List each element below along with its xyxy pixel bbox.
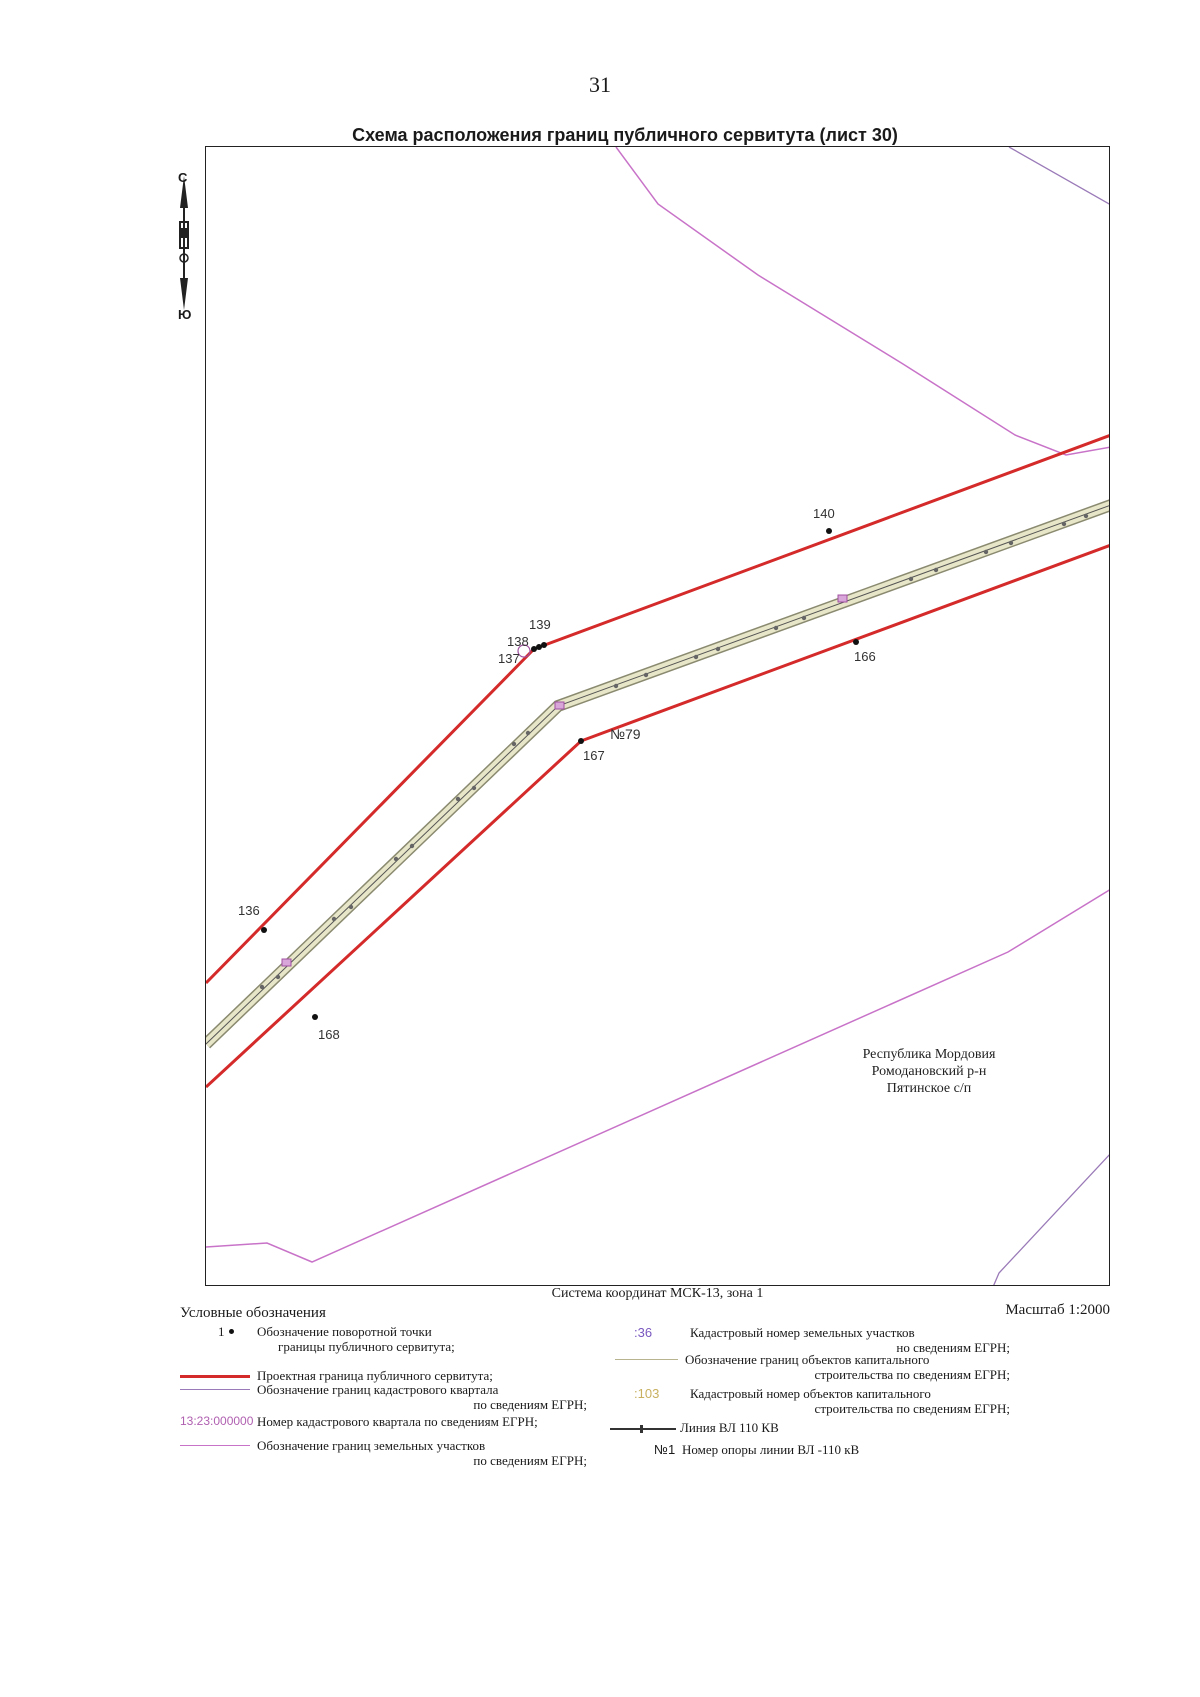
power-line-tick-icon: [640, 1425, 643, 1433]
map-title: Схема расположения границ публичного сервитута (лист 30): [352, 125, 898, 145]
compass-icon: [172, 168, 196, 318]
building-marker: [282, 959, 291, 966]
building-number-text-2: строительства по сведениям ЕГРН;: [814, 1401, 1010, 1416]
power-line-text: Линия ВЛ 110 КВ: [680, 1420, 779, 1435]
parcel-number-text-1: Кадастровый номер земельных участков: [690, 1325, 915, 1340]
parcel-boundary-se: [993, 1153, 1110, 1286]
servitude-boundary-north: [206, 435, 1110, 983]
quarter-boundary-text-1: Обозначение границ кадастрового квартала: [257, 1382, 499, 1397]
pylon-label: №79: [610, 726, 641, 742]
parcel-line-icon: [180, 1445, 250, 1446]
pylon-markers: [260, 514, 1088, 989]
parcel-boundary-north: [616, 147, 1110, 455]
turning-point-text-1: Обозначение поворотной точки: [257, 1324, 432, 1339]
building-number-text-1: Кадастровый номер объектов капитального: [690, 1386, 931, 1401]
legend-title: Условные обозначения: [180, 1305, 326, 1321]
map-canvas: [206, 147, 1110, 1286]
parcel-boundary-ne: [1009, 147, 1110, 205]
point-label: 167: [583, 748, 605, 763]
region-line-2: Ромодановский р-н: [871, 1064, 987, 1079]
pylon-number-symbol: №1: [654, 1442, 676, 1457]
servitude-line-icon: [180, 1375, 250, 1378]
region-line-1: Республика Мордовия: [862, 1047, 996, 1062]
quarter-number-text: Номер кадастрового квартала по сведениям ЕГРН;: [257, 1414, 538, 1429]
point-label: 139: [529, 617, 551, 632]
building-line-icon: [615, 1359, 678, 1360]
turning-point-symbol: 1: [218, 1324, 225, 1339]
legend-power-line: [610, 1420, 1030, 1436]
coord-system: Система координат МСК-13, зона 1: [551, 1286, 764, 1301]
quarter-line-icon: [180, 1389, 250, 1390]
legend-building-boundary: [610, 1352, 1030, 1386]
point-label: 137: [498, 651, 520, 666]
turning-point-text-2: границы публичного сервитута;: [278, 1339, 455, 1354]
building-marker: [838, 595, 847, 602]
point-label: 140: [813, 506, 835, 521]
region-line-3: Пятинское с/п: [886, 1081, 972, 1096]
building-number-symbol: :103: [634, 1386, 660, 1401]
compass-south-label: Ю: [178, 307, 192, 322]
parcel-number-symbol: :36: [634, 1325, 653, 1340]
turning-point-dot-icon: [229, 1329, 234, 1334]
building-marker: [555, 702, 564, 709]
parcel-boundary-text-2: по сведениям ЕГРН;: [473, 1453, 587, 1468]
servitude-boundary-text: Проектная граница публичного сервитута;: [257, 1368, 493, 1383]
point-label: 138: [507, 634, 529, 649]
building-boundary-text-1: Обозначение границ объектов капитального: [685, 1352, 930, 1367]
parcel-boundary-text-1: Обозначение границ земельных участков: [257, 1438, 486, 1453]
legend-pylon-number: [610, 1442, 1030, 1458]
compass-north-label: С: [178, 170, 188, 185]
legend-turning-point: [180, 1324, 600, 1358]
quarter-number-symbol: 13:23:000000: [180, 1414, 254, 1428]
servitude-boundary-south: [206, 545, 1110, 1087]
scale: Масштаб 1:2000: [1005, 1302, 1110, 1318]
legend-parcel-boundary: [180, 1438, 600, 1472]
point-label: 168: [318, 1027, 340, 1042]
page-number: 31: [589, 72, 611, 97]
point-label: 166: [854, 649, 876, 664]
pylon-number-text: Номер опоры линии ВЛ -110 кВ: [682, 1442, 860, 1457]
legend-building-number: [610, 1386, 1030, 1420]
quarter-boundary-text-2: по сведениям ЕГРН;: [473, 1397, 587, 1412]
turning-points: [261, 528, 859, 1020]
parcel-number-text-2: но сведениям ЕГРН;: [896, 1340, 1010, 1355]
power-line-icon: [610, 1428, 676, 1430]
building-boundary-text-2: строительства по сведениям ЕГРН;: [814, 1367, 1010, 1382]
legend-quarter-number: [180, 1414, 600, 1430]
map-frame: [205, 146, 1110, 1286]
legend-quarter-boundary: [180, 1382, 600, 1416]
point-label: 136: [238, 903, 260, 918]
